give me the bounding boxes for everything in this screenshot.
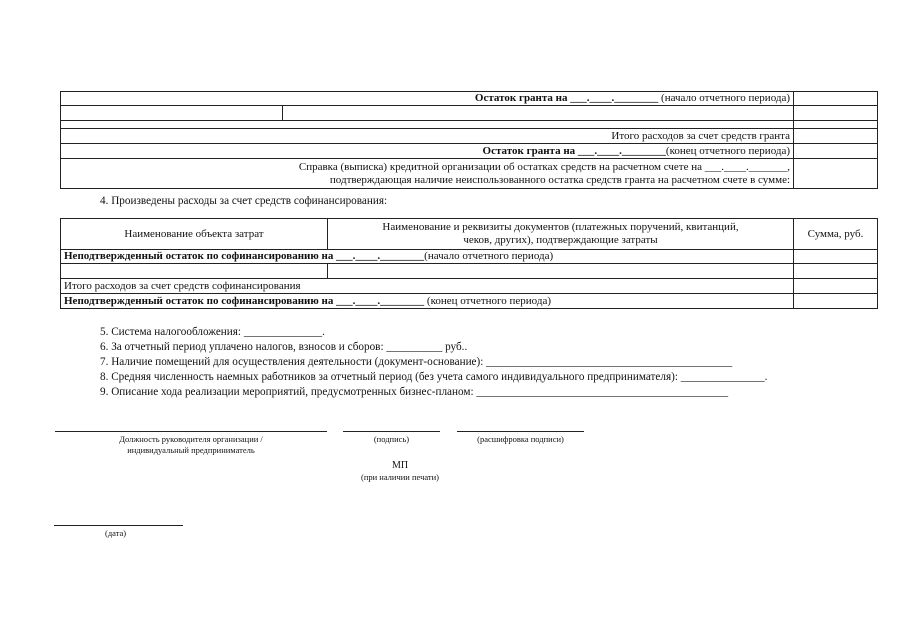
- cofin-row-end: [61, 294, 878, 309]
- section4-heading: 4. Произведены расходы за счет средств софинансирования:: [100, 195, 388, 207]
- grant-end-label: Остаток гранта на ___.____.________: [482, 144, 666, 157]
- grant-end-period: (конец отчетного периода): [665, 144, 791, 157]
- grant-row-spacer: [61, 121, 878, 129]
- position-caption-line1: Должность руководителя организации /: [119, 434, 263, 444]
- grant-empty-cell-2[interactable]: [283, 106, 794, 121]
- signature-decode-caption: (расшифровка подписи): [477, 434, 564, 444]
- position-caption: [55, 434, 327, 456]
- cofin-col-documents-header: [328, 219, 794, 250]
- cofin-row-total: [61, 279, 878, 294]
- cofin-col-object-header: Наименование объекта затрат: [61, 219, 328, 250]
- grant-table: [60, 91, 878, 189]
- grant-row-end: [61, 144, 878, 159]
- cofin-col-documents-line1: Наименование и реквизиты документов (платежных поручений, квитанций,: [382, 221, 739, 233]
- grant-total-label: Итого расходов за счет средств гранта: [61, 129, 794, 144]
- cofin-start-period: (начало отчетного периода): [424, 250, 554, 262]
- position-signature-line[interactable]: [55, 431, 327, 432]
- cofin-total-sum-cell[interactable]: [794, 279, 878, 294]
- cofin-row-start: [61, 250, 878, 264]
- signature-line[interactable]: [343, 431, 440, 432]
- cofin-col-documents-line2: чеков, других), подтверждающие затраты: [463, 234, 658, 246]
- grant-statement-sum-cell[interactable]: [794, 159, 878, 189]
- grant-start-label: Остаток гранта на ___.____.________: [474, 92, 659, 104]
- signature-caption: (подпись): [373, 434, 410, 444]
- grant-row-start: [61, 92, 878, 106]
- item-7-premises: 7. Наличие помещений для осуществления деятельности (документ-основание): ____________________________________________: [100, 356, 733, 368]
- stamp-label: МП: [391, 460, 409, 471]
- grant-start-cell: [61, 92, 794, 106]
- cofin-col-sum-header: Сумма, руб.: [794, 219, 878, 250]
- item-9-business-plan: 9. Описание хода реализации мероприятий, предусмотренных бизнес-планом: _____________________________________________: [100, 386, 729, 398]
- item-5-tax-system: 5. Система налогообложения: ______________.: [100, 326, 325, 338]
- grant-end-cell: [61, 144, 794, 159]
- grant-spacer-sum-cell: [794, 121, 878, 129]
- grant-statement-cell: [61, 159, 794, 189]
- item-8-employees: 8. Средняя численность наемных работников за отчетный период (без учета самого индивидуального предпринимателя): _______________.: [100, 371, 768, 383]
- cofin-empty-cell-2[interactable]: [328, 264, 794, 279]
- cofin-start-cell: [61, 250, 794, 264]
- cofin-start-label: Неподтвержденный остаток по софинансированию на ___.____.________: [64, 250, 425, 262]
- position-caption-line2: индивидуальный предприниматель: [127, 445, 255, 455]
- grant-end-sum-cell[interactable]: [794, 144, 878, 159]
- grant-statement-line2: подтверждающая наличие неиспользованного остатка средств гранта на расчетном счете в сумме:: [329, 173, 791, 186]
- cofin-start-sum-cell[interactable]: [794, 250, 878, 264]
- grant-row-statement: [61, 159, 878, 189]
- cofin-end-cell: [61, 294, 794, 309]
- item-6-taxes-paid: 6. За отчетный период уплачено налогов, взносов и сборов: __________ руб..: [100, 341, 468, 353]
- grant-start-period: (начало отчетного периода): [658, 92, 791, 104]
- cofin-end-period: (конец отчетного периода): [424, 294, 551, 307]
- date-line[interactable]: [54, 525, 183, 526]
- grant-spacer-cell: [61, 121, 794, 129]
- grant-statement-line1: Справка (выписка) кредитной организации об остатках средств на расчетном счете на ___.____._______,: [298, 160, 791, 173]
- stamp-note: (при наличии печати): [360, 472, 440, 482]
- grant-empty-cell-3[interactable]: [794, 106, 878, 121]
- grant-start-sum-cell[interactable]: [794, 92, 878, 106]
- signature-decode-line[interactable]: [457, 431, 584, 432]
- cofin-row-empty: [61, 264, 878, 279]
- cofin-end-sum-cell[interactable]: [794, 294, 878, 309]
- cofin-total-label: Итого расходов за счет средств софинансирования: [61, 279, 794, 294]
- cofin-empty-cell-3[interactable]: [794, 264, 878, 279]
- cofin-end-label: Неподтвержденный остаток по софинансированию на ___.____.________: [64, 294, 425, 307]
- date-caption: (дата): [105, 528, 127, 538]
- cofinancing-table: [60, 218, 878, 309]
- cofin-header-row: [61, 219, 878, 250]
- cofin-empty-cell-1[interactable]: [61, 264, 328, 279]
- grant-total-sum-cell[interactable]: [794, 129, 878, 144]
- grant-empty-cell-1[interactable]: [61, 106, 283, 121]
- grant-row-empty: [61, 106, 878, 121]
- grant-row-total: [61, 129, 878, 144]
